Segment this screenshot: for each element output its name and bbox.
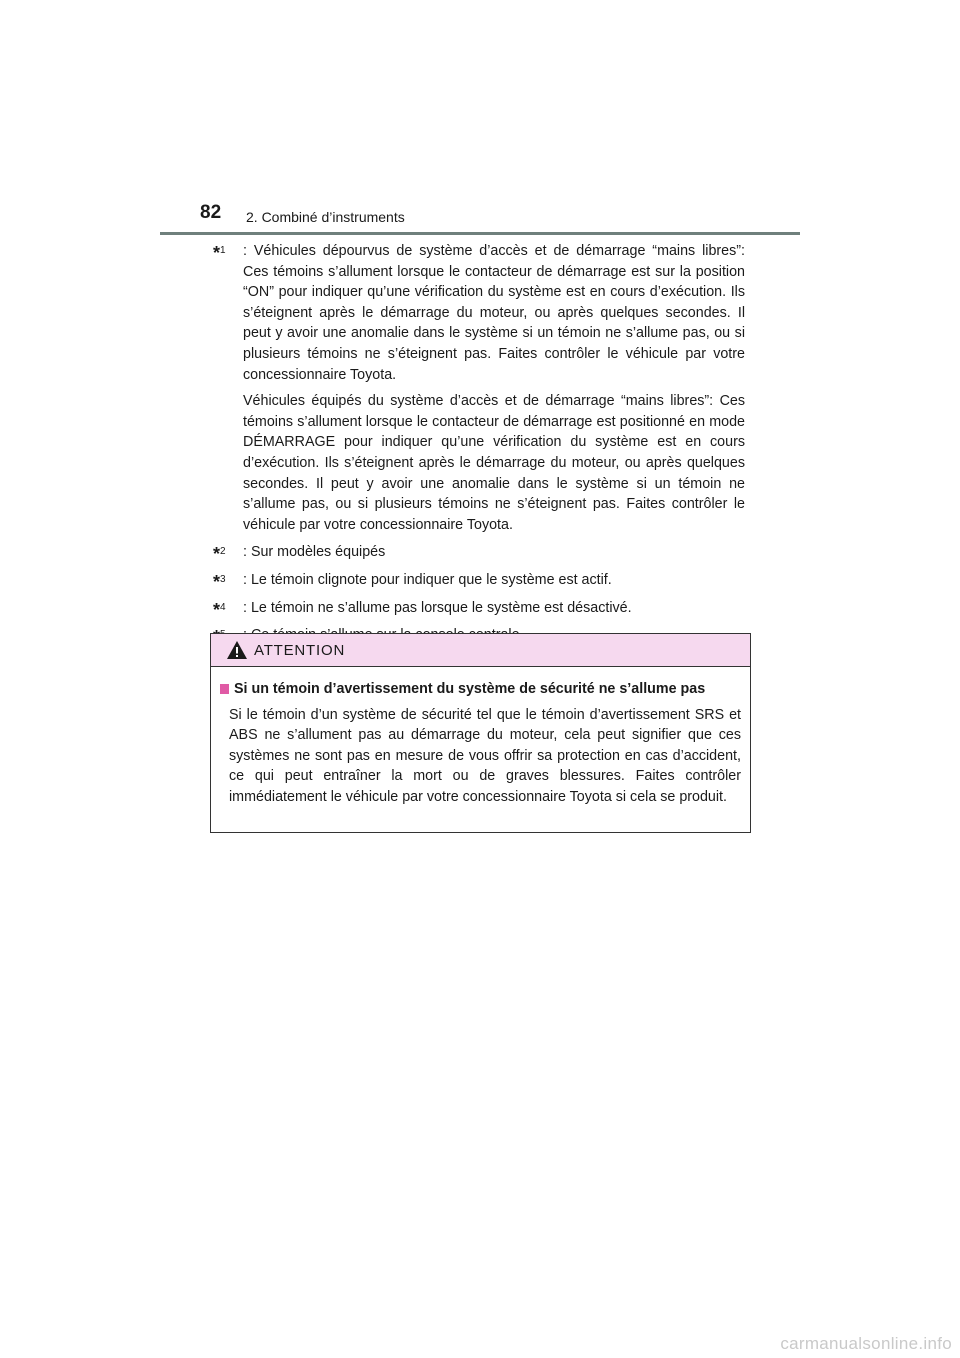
footnote-text: : Sur modèles équipés: [243, 544, 386, 561]
footnote-text: : Véhicules dépourvus de système d’accès et de démarrage “mains libres”: Ces témoins s’allument lorsque le contacteur de démarrage est sur la position “ON” pour indiquer qu’une vérification du système est en cours d’exécution. Ils s’éteignent après le démarrage du moteur, ou après quelques secondes. Il peut y avoir une anomalie dans le système si un témoin ne s’allume pas, ou si plusieurs témoins ne s’éteignent pas. Faites contrôler le véhicule par votre concessionnaire Toyota.: [243, 243, 745, 383]
caution-heading-text: Si un témoin d’avertissement du système de sécurité ne s’allume pas: [234, 681, 706, 697]
footnote-2: [213, 542, 745, 563]
footnote-marker: *$^3$: [213, 571, 226, 592]
caution-title: ATTENTION: [254, 642, 346, 659]
footnote-text: : Le témoin ne s’allume pas lorsque le système est désactivé.: [243, 599, 632, 616]
footnote-marker: *$^1$: [213, 243, 226, 263]
footnote-text: : Le témoin clignote pour indiquer que le système est actif.: [243, 571, 612, 588]
page-number: 82: [200, 202, 222, 223]
caution-heading: [220, 679, 741, 700]
footnotes: [213, 241, 745, 646]
warning-triangle-icon: [226, 640, 248, 660]
footnote-3: [213, 570, 745, 591]
footnote-marker: *$^4$: [213, 599, 226, 620]
square-bullet-icon: [220, 684, 229, 694]
header-rule: [160, 232, 800, 235]
footnote-4: [213, 598, 745, 619]
footnote-1: [213, 241, 745, 535]
footnote-text: Véhicules équipés du système d’accès et de démarrage “mains libres”: Ces témoins s’allument lorsque le contacteur de démarrage est positionné en mode DÉMARRAGE pour indiquer qu’une vérification du système est en cours d’exécution. Ils s’éteignent après le démarrage du moteur, ou après quelques secondes. Il peut y avoir une anomalie dans le système si un témoin ne s’allume pas, ou si plusieurs témoins ne s’éteignent pas. Faites contrôler le véhicule par votre concessionnaire Toyota.: [243, 393, 745, 533]
section-title: 2. Combiné d’instruments: [246, 209, 405, 225]
watermark: carmanualsonline.info: [780, 1334, 952, 1353]
caution-body: [211, 667, 750, 808]
caution-text: Si le témoin d’un système de sécurité tel que le témoin d’avertissement SRS et ABS ne s’allument pas au démarrage du moteur, cela peut signifier que ces systèmes ne sont pas en mesure de vous offrir sa protection en cas d’accident, ce qui peut entraîner la mort ou de graves blessures. Faites contrôler immédiatement le véhicule par votre concessionnaire Toyota si cela se produit.: [229, 706, 741, 805]
caution-box: [210, 633, 751, 833]
footnote-marker: *$^2$: [213, 544, 226, 565]
caution-header: [211, 634, 750, 667]
